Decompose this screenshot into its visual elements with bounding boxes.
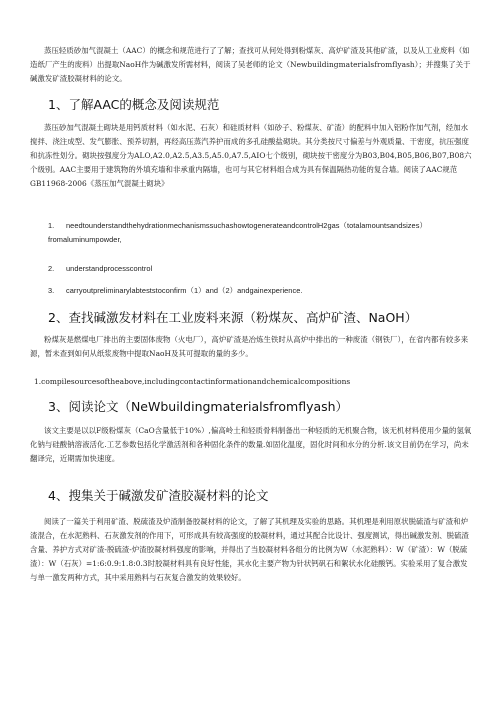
list-item-number: 3. [48, 286, 55, 295]
list-item [48, 284, 490, 298]
section-2-paragraph: 粉煤灰是燃煤电厂排出的主要固体废物（火电厂），高炉矿渣是冶炼生铁时从高炉中排出的一种废渣（钢铁厂），在省内都有较多来源，暂未查到如何从纸浆废物中提取NaoH及其可提取的量的多少。 [30, 335, 469, 358]
list-item-number: 1. [48, 221, 55, 230]
section-2-heading: 2、查找碱激发材料在工业废料来源（粉煤灰、高炉矿渣、NaOH） [48, 310, 418, 325]
section-2-line: 1.compilesourcesoftheabove,includingcontactinformationandchemicalcompositions [34, 377, 351, 386]
section-1-paragraph: 蒸压砂加气混凝土砌块是用钙质材料（如水泥、石灰）和硅质材料（如砂子、粉煤灰、矿渣）的配料中加入铝粉作加气剂，经加水搅拌、浇注成型、发气膨胀、预养切割，再经高压蒸汽养护而成的多孔硅酸盐砌块。其分类按尺寸偏差与外观质量、干密度，抗压强度和抗冻性划分。砌块按强度分为ALO,A2.0,A2.5,A3.5,A5.0,A7.5,AIO七个级别，砌块按干密度分为B03,B04,B05,B06,B07,B08六个级别。AAC主要用于建筑物的外填充墙和非承重内隔墙，也可与其它材料组合成为具有保温隔热功能的复合墙。阅读了AAC规范GB11968-2006《蒸压加气混凝土砌块》 [30, 123, 472, 188]
list-item [48, 219, 472, 247]
list-item-number: 2. [48, 264, 55, 273]
list-item-text: understandprocesscontrol [66, 264, 153, 273]
list-item-text: needtounderstandthehydrationmechanismssuchashowtogenerateandcontrolH2gas（totalamountsandsizes）fromaluminumpowder, [48, 221, 427, 244]
intro-paragraph: 蒸压轻质砂加气混凝土（AAC）的概念和规范进行了了解；查找可从何处得到粉煤灰、高炉矿渣及其他矿渣，以及从工业废料（如造纸厂产生的废料）出提取NaoH作为碱激发所需材料，阅读了吴老师的论文（Newbuildingmaterialsfromflyash）；并搜集了关于碱激发矿渣胶凝材料的论文。 [30, 46, 471, 83]
section-4-paragraph: 阅读了一篇关于利用矿渣、脱硫渣及炉渣制备胶凝材料的论文，了解了其机理及实验的思路。其机理是利用原状脱硫渣与矿渣和炉渣混合，在水泥熟料、石灰激发剂的作用下，可形成具有较高强度的胶凝材料，通过其配合比设计、强度测试，得出碱激发剂、脱硫渣含量、养护方式对矿渣-脱硫渣-炉渣胶凝材料强度的影响，并得出了当胶凝材料各组分的比例为W（水泥熟料）：W（矿渣）：W（脱硫渣）：W（石灰）=1:6:0.9:1.8:0.3时胶凝材料具有良好性能，其水化主要产物为针状钙矾石和絮状水化硅酸钙。实验采用了复合激发与单一激发两种方式，其中采用熟料与石灰复合激发的效果较好。 [30, 517, 470, 582]
section-4-heading: 4、搜集关于碱激发矿渣胶凝材料的论文 [48, 488, 269, 503]
section-3-paragraph: 该文主要是以以F级粉煤灰（CaO含量低于10%）,偏高岭土和轻质骨料制备出一种轻质的无机聚合物，该无机材料使用少量的氢氧化钠与硅酸钠溶液活化.工艺参数包括化学激活剂和各种固化条件的数量.如固化温度，固化时间和水分的分析.该文目前仍在学习，尚未翻译完，近期需加快速度。 [30, 426, 472, 463]
list-item-text: carryoutpreliminarylabteststoconfirm（1）and（2）andgainexperience. [66, 286, 303, 295]
list-item [48, 262, 490, 276]
section-1-heading: 1、了解AAC的概念及阅读规范 [48, 97, 220, 112]
section-3-heading: 3、阅读论文（NeWbuildingmaterialsfromflyash） [48, 399, 349, 414]
